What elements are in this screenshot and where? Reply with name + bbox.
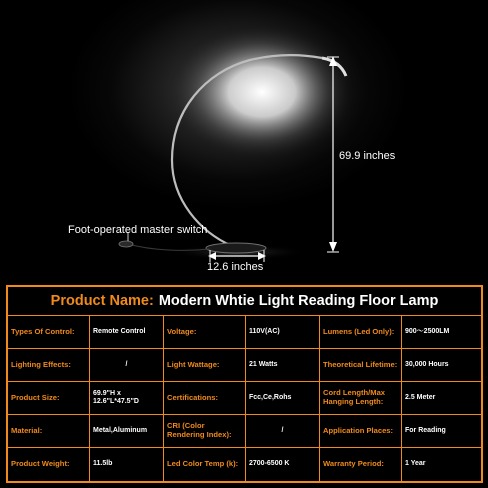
light-glow <box>167 22 357 162</box>
spec-key: Cord Length/Max Hanging Length: <box>320 382 402 415</box>
spec-key: Product Weight: <box>8 448 90 481</box>
switch-label: Foot-operated master switch <box>68 224 208 236</box>
spec-key: Lighting Effects: <box>8 349 90 382</box>
spec-value: 110V(AC) <box>246 316 320 349</box>
width-label: 12.6 inches <box>207 261 264 273</box>
spec-key: Light Wattage: <box>164 349 246 382</box>
spec-key: Lumens (Led Only): <box>320 316 402 349</box>
spec-value: 900～2500LM <box>402 316 481 349</box>
spec-key: Types Of Control: <box>8 316 90 349</box>
spec-key: Voltage: <box>164 316 246 349</box>
spec-key: CRI (Color Rendering Index): <box>164 415 246 448</box>
spec-value: Fcc,Ce,Rohs <box>246 382 320 415</box>
spec-value: 69.9"H x 12.6"L*47.5"D <box>90 382 164 415</box>
spec-value: 2.5 Meter <box>402 382 481 415</box>
spec-value: Remote Control <box>90 316 164 349</box>
spec-value: / <box>90 349 164 382</box>
spec-key: Led Color Temp (k): <box>164 448 246 481</box>
spec-value: For Reading <box>402 415 481 448</box>
spec-value: / <box>246 415 320 448</box>
spec-value: 21 Watts <box>246 349 320 382</box>
spec-key: Material: <box>8 415 90 448</box>
spec-key: Theoretical Lifetime: <box>320 349 402 382</box>
product-name-label: Product Name: <box>50 293 154 309</box>
spec-value: 2700-6500 K <box>246 448 320 481</box>
spec-panel <box>6 285 483 483</box>
spec-value: 30,000 Hours <box>402 349 481 382</box>
spec-key: Product Size: <box>8 382 90 415</box>
height-arrow-bottom <box>329 242 337 252</box>
product-name-value: Modern Whtie Light Reading Floor Lamp <box>158 293 439 309</box>
height-label: 69.9 inches <box>339 150 396 162</box>
spec-key: Application Places: <box>320 415 402 448</box>
spec-key: Certifications: <box>164 382 246 415</box>
foot-switch <box>119 241 133 247</box>
spec-value: Metal,Aluminum <box>90 415 164 448</box>
spec-value: 11.5lb <box>90 448 164 481</box>
spec-value: 1 Year <box>405 460 426 468</box>
product-title <box>8 287 481 315</box>
spec-key: Warranty Period: <box>320 448 402 481</box>
spec-table <box>8 315 481 481</box>
lamp-base <box>206 243 266 253</box>
